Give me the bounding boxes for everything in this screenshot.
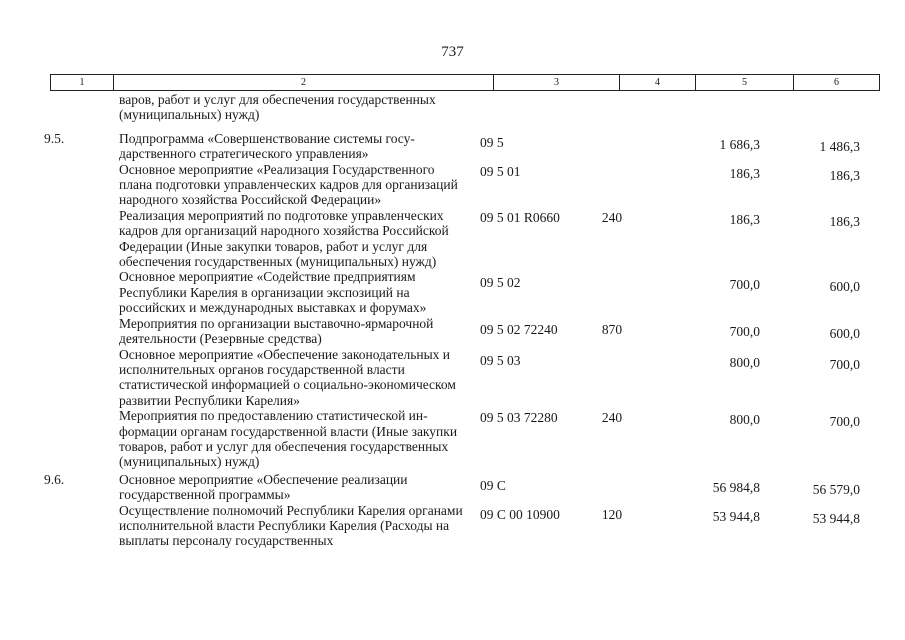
row-amount-year-2: 700,0: [829, 356, 860, 372]
row-description: Мероприятия по организации выставочно-ярмарочной деятельности (Резервные средства): [119, 315, 434, 347]
table-row: [0, 131, 905, 162]
table-body: [0, 92, 905, 549]
row-target-code: 09 5 01: [480, 163, 521, 179]
table-row: [0, 316, 905, 347]
row-target-code: 09 С: [480, 477, 506, 493]
table-row: [0, 408, 905, 470]
row-amount-year-1: 1 686,3: [719, 136, 760, 152]
row-target-code: 09 5 03 72280: [480, 410, 558, 426]
row-target-code: 09 5 03: [480, 352, 521, 368]
row-description: Осуществление полномочий Республики Карелия органами исполнительной власти Республики Карелия (Расходы на выплаты персоналу государственных: [119, 502, 463, 549]
table-row: [0, 347, 905, 409]
row-expense-type: 120: [601, 506, 623, 522]
table-row: [0, 162, 905, 208]
table-row: [0, 472, 905, 503]
header-col-4: 4: [620, 75, 696, 90]
row-description: Реализация мероприятий по подготовке управленческих кадров для организаций народного хозяйства Российской Федерации (Иные закупки товаров, работ и услуг для обеспечения государственных (муниципальных) нужд): [119, 207, 449, 270]
row-description: Мероприятия по предоставлению статистической информации органам государственной власти (Иные закупки товаров, работ и услуг для обеспечения государственных (муниципальных) нужд): [119, 408, 458, 470]
row-description: Подпрограмма «Совершенствование системы государственного стратегического управления»: [119, 130, 415, 162]
row-target-code: 09 5 02 72240: [480, 321, 558, 337]
row-expense-type: 240: [601, 410, 623, 426]
row-amount-year-1: 186,3: [729, 165, 760, 181]
row-amount-year-1: 56 984,8: [712, 479, 760, 495]
row-number: 9.6.: [44, 471, 65, 487]
row-amount-year-2: 186,3: [829, 213, 860, 229]
row-target-code: 09 5 02: [480, 275, 521, 291]
row-target-code: 09 5 01 R0660: [480, 209, 560, 225]
row-amount-year-1: 800,0: [729, 354, 760, 370]
header-col-1: 1: [51, 75, 114, 90]
row-amount-year-2: 600,0: [829, 325, 860, 341]
row-amount-year-1: 186,3: [729, 211, 760, 227]
row-description: Основное мероприятие «Обеспечение законодательных и исполнительных органов государственной власти статистической информацией о социально-экономическом развитии Республики Карелия»: [119, 346, 456, 408]
row-amount-year-1: 53 944,8: [712, 508, 760, 524]
row-target-code: 09 5: [480, 134, 504, 150]
row-description: Основное мероприятие «Обеспечение реализации государственной программы»: [119, 471, 408, 503]
row-description: Основное мероприятие «Содействие предприятиям Республики Карелия в организации экспозиций на российских и международных выставках и форумах»: [119, 269, 427, 316]
row-number: 9.5.: [44, 130, 65, 146]
table-row: [0, 92, 905, 123]
row-amount-year-2: 700,0: [829, 414, 860, 430]
row-expense-type: 870: [601, 321, 623, 337]
page-number: 737: [441, 44, 464, 60]
row-amount-year-2: 56 579,0: [812, 481, 860, 497]
header-col-6: 6: [834, 77, 839, 88]
row-amount-year-2: 53 944,8: [812, 510, 860, 526]
table-header-row: [50, 74, 880, 91]
row-amount-year-1: 700,0: [729, 277, 760, 293]
header-col-5: 5: [696, 75, 794, 90]
row-description: варов, работ и услуг для обеспечения государственных (муниципальных) нужд): [119, 92, 436, 123]
table-row: [0, 503, 905, 549]
row-amount-year-1: 700,0: [729, 323, 760, 339]
row-description: Основное мероприятие «Реализация Государственного плана подготовки управленческих кадров для организаций народного хозяйства Российской Федерации»: [119, 161, 458, 208]
header-col-3: 3: [494, 75, 620, 90]
row-target-code: 09 С 00 10900: [480, 506, 560, 522]
row-amount-year-1: 800,0: [729, 412, 760, 428]
header-col-2: 2: [114, 75, 494, 90]
row-amount-year-2: 1 486,3: [819, 138, 860, 154]
row-amount-year-2: 600,0: [829, 279, 860, 295]
table-row: [0, 208, 905, 270]
row-amount-year-2: 186,3: [829, 167, 860, 183]
table-row: [0, 269, 905, 315]
row-expense-type: 240: [601, 209, 623, 225]
